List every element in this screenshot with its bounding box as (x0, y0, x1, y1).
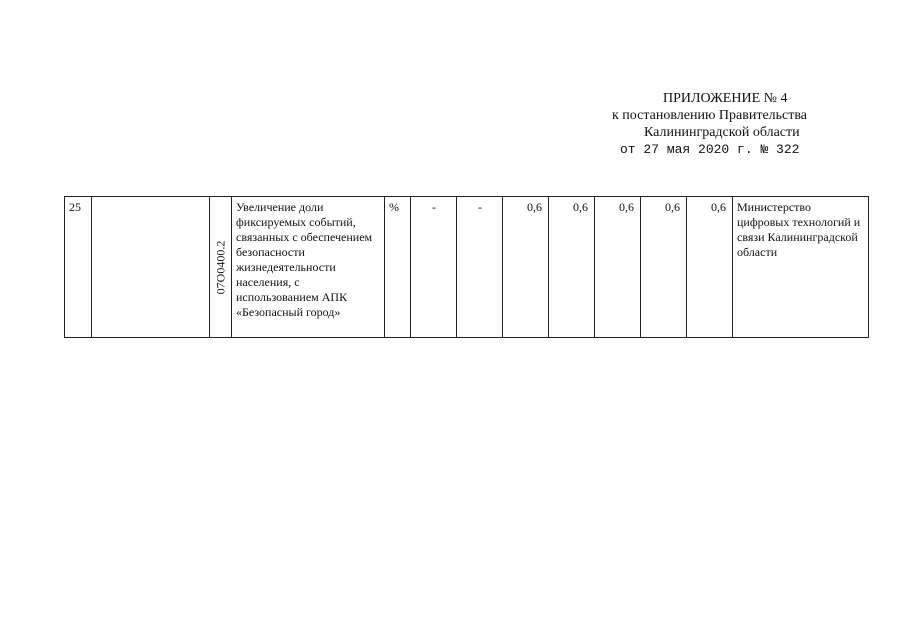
row-number: 25 (65, 197, 92, 338)
indicator-code: 07О0400.2 (213, 240, 228, 294)
table-row (65, 197, 869, 338)
value-cell: 0,6 (549, 197, 595, 338)
responsible-authority: Министерство цифровых технологий и связи Калининградской области (733, 197, 869, 338)
unit-cell: % (385, 197, 411, 338)
indicator-table (64, 196, 869, 338)
value-cell: 0,6 (687, 197, 733, 338)
value-cell: 0,6 (595, 197, 641, 338)
decree-date: 27 мая 2020 г. (643, 142, 753, 157)
empty-cell (92, 197, 210, 338)
appendix-title: ПРИЛОЖЕНИЕ № 4 (663, 91, 788, 106)
value-cell: 0,6 (503, 197, 549, 338)
value-cell: 0,6 (641, 197, 687, 338)
indicator-description: Увеличение доли фиксируемых событий, связанных с обеспечением безопасности жизнедеятельности населения, с использованием АПК «Безопасный город» (232, 197, 385, 338)
document-header (560, 90, 880, 158)
code-cell (210, 197, 232, 338)
appendix-subtitle: к постановлению Правительства (612, 108, 808, 123)
decree-date-line (560, 141, 880, 158)
value-cell: - (457, 197, 503, 338)
decree-number: № 322 (760, 142, 800, 157)
value-cell: - (411, 197, 457, 338)
decree-date-prefix: от (620, 142, 636, 157)
region-name: Калининградской области (644, 125, 800, 140)
